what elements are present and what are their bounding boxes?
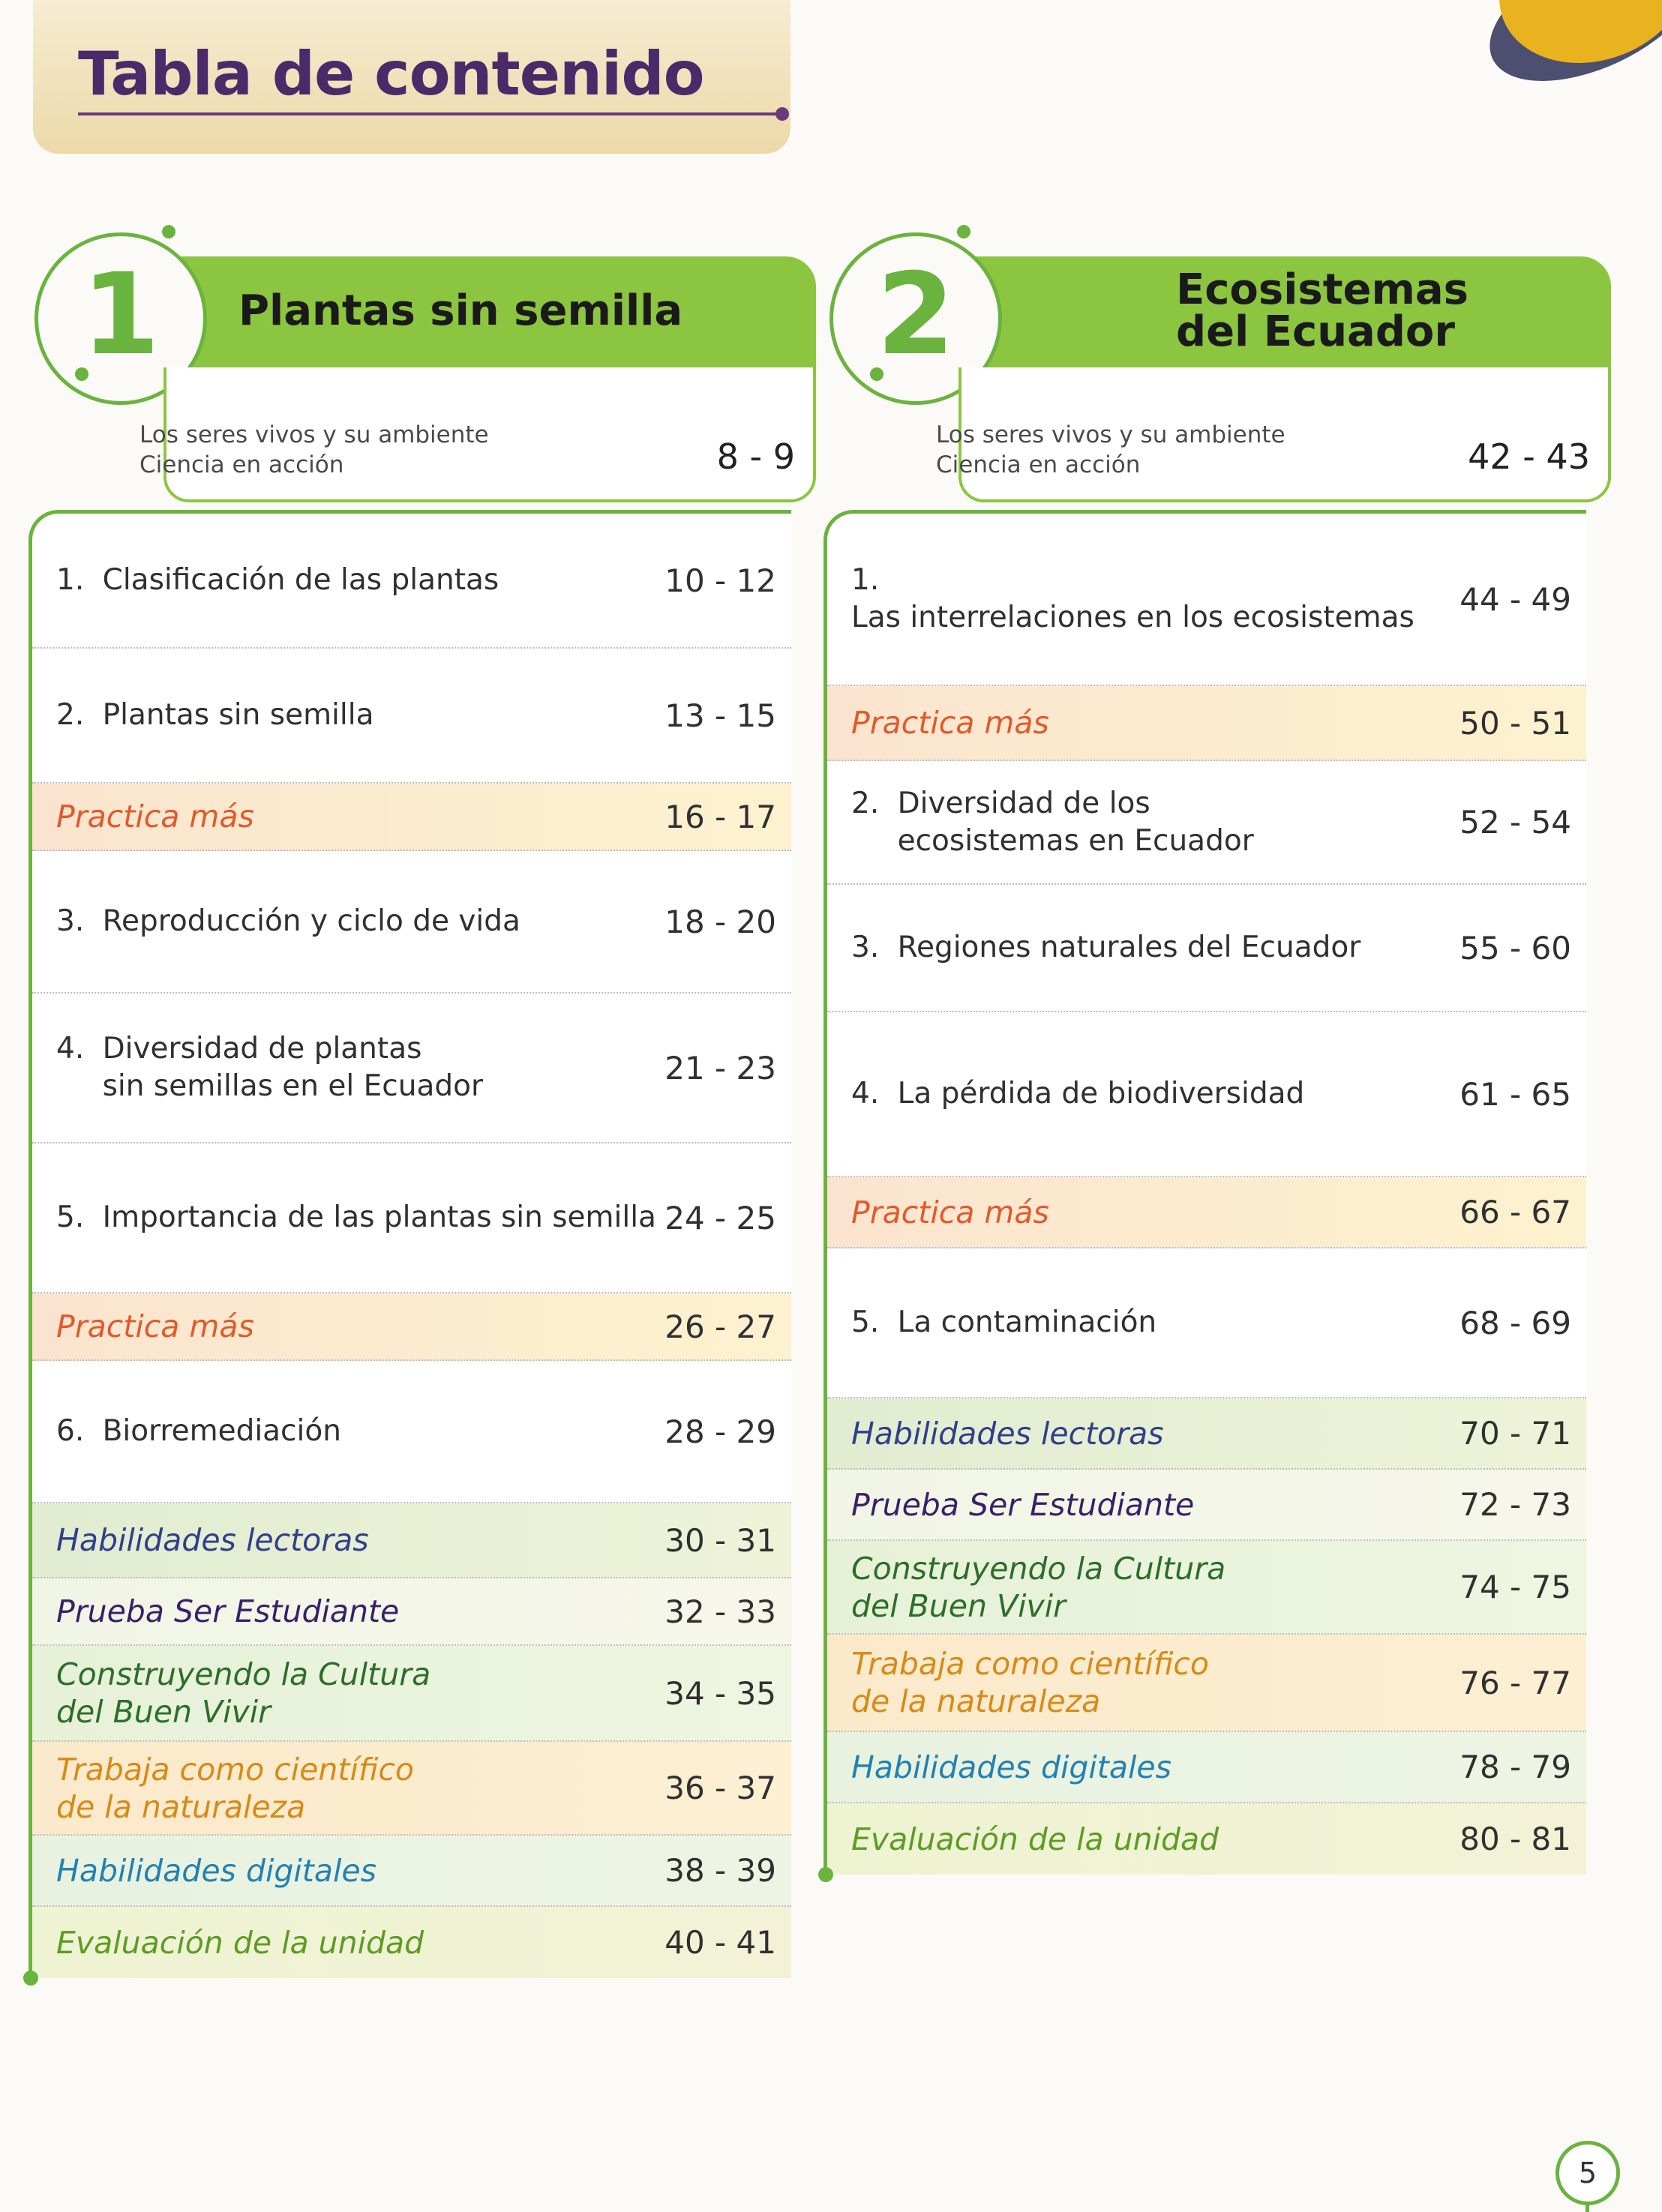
toc-entry-label: Habilidades lectoras xyxy=(851,1415,1164,1452)
toc-entry-number: 6. xyxy=(56,1414,94,1448)
toc-entry-pages: 52 - 54 xyxy=(1460,804,1571,841)
toc-entry-pages: 50 - 51 xyxy=(1460,704,1571,742)
toc-entry-number: 5. xyxy=(56,1200,94,1234)
toc-entry-text: Diversidad de plantas sin semillas en el Ecuador xyxy=(102,1032,483,1103)
toc-entry-text: La contaminación xyxy=(897,1305,1157,1339)
toc-entry-label: Construyendo la Cultura del Buen Vivir xyxy=(851,1550,1226,1624)
toc-entry-number: 3. xyxy=(851,931,889,964)
toc-entry-digitales[interactable] xyxy=(32,1836,791,1907)
unit-title: Ecosistemas del Ecuador xyxy=(1175,265,1468,356)
toc-entry-pages: 80 - 81 xyxy=(1460,1821,1571,1857)
title-underline xyxy=(78,112,783,115)
toc-entry-label xyxy=(851,929,1460,967)
toc-entry-evaluacion[interactable] xyxy=(32,1907,791,1978)
toc-entry-prueba[interactable] xyxy=(827,1470,1586,1541)
toc-entry-habilidades[interactable] xyxy=(827,1398,1586,1470)
intro-line-2: Ciencia en acción xyxy=(140,451,344,478)
intro-line-1: Los seres vivos y su ambiente xyxy=(936,421,1286,448)
toc-entry-label: Habilidades digitales xyxy=(56,1852,376,1889)
page-title: Tabla de contenido xyxy=(78,39,704,109)
toc-entry-label: Prueba Ser Estudiante xyxy=(56,1593,400,1629)
toc-entry-pages: 68 - 69 xyxy=(1460,1304,1571,1341)
toc-entry-pages: 38 - 39 xyxy=(664,1852,776,1889)
page-number-stem xyxy=(1586,2203,1589,2212)
header-banner xyxy=(33,0,790,154)
intro-pages: 42 - 43 xyxy=(1468,436,1590,477)
toc-entry-label: Prueba Ser Estudiante xyxy=(851,1486,1195,1523)
intro-line-2: Ciencia en acción xyxy=(936,451,1141,478)
toc-entry-cientifico[interactable] xyxy=(32,1742,791,1836)
intro-pages: 8 - 9 xyxy=(716,436,795,477)
toc-entry-label xyxy=(851,785,1460,860)
unit-number: 2 xyxy=(876,250,956,380)
toc-entry-pages: 32 - 33 xyxy=(664,1593,776,1630)
unit-circle-dot-top xyxy=(957,225,970,238)
toc-entry-label xyxy=(56,697,664,734)
toc-entry-lesson[interactable] xyxy=(827,1248,1586,1398)
toc-entry-label xyxy=(56,903,664,940)
toc-entry-label: Habilidades digitales xyxy=(851,1749,1172,1785)
list-end-dot xyxy=(818,1867,833,1882)
toc-entry-lesson[interactable] xyxy=(32,994,791,1143)
unit-circle-dot-top xyxy=(162,225,176,238)
toc-entry-pages: 36 - 37 xyxy=(664,1770,776,1806)
toc-entry-label: Trabaja como científico de la naturaleza xyxy=(56,1751,414,1825)
toc-entry-number: 1. xyxy=(851,563,880,597)
toc-entry-number: 2. xyxy=(851,786,889,820)
toc-entry-text: Plantas sin semilla xyxy=(102,698,374,732)
toc-entry-lesson[interactable] xyxy=(32,1143,791,1293)
toc-entry-label: Evaluación de la unidad xyxy=(56,1924,424,1961)
toc-entry-label xyxy=(56,562,664,599)
unit-intro-text xyxy=(936,420,1286,480)
toc-entry-pages: 30 - 31 xyxy=(664,1521,776,1559)
toc-entry-text: Diversidad de los ecosistemas en Ecuador xyxy=(897,786,1254,858)
toc-entry-pages: 74 - 75 xyxy=(1460,1569,1571,1605)
toc-entry-practica[interactable] xyxy=(32,784,791,851)
toc-entry-pages: 76 - 77 xyxy=(1460,1664,1571,1701)
toc-entry-label: Practica más xyxy=(851,1194,1049,1230)
toc-entry-cultura[interactable] xyxy=(827,1541,1586,1635)
intro-line-1: Los seres vivos y su ambiente xyxy=(140,421,489,448)
toc-entry-label xyxy=(851,562,1460,637)
toc-entry-pages: 72 - 73 xyxy=(1460,1486,1571,1523)
toc-entry-label: Habilidades lectoras xyxy=(56,1522,369,1558)
toc-entry-lesson[interactable] xyxy=(32,1361,791,1503)
toc-entry-label: Evaluación de la unidad xyxy=(851,1821,1220,1857)
toc-entry-label: Practica más xyxy=(56,1308,254,1344)
toc-entry-label: Practica más xyxy=(851,705,1049,741)
toc-entry-text: Regiones naturales del Ecuador xyxy=(897,931,1361,964)
toc-entry-pages: 44 - 49 xyxy=(1460,580,1571,618)
toc-entry-text: La pérdida de biodiversidad xyxy=(897,1077,1305,1110)
toc-entry-text: Clasificación de las plantas xyxy=(102,563,500,597)
toc-entry-number: 4. xyxy=(56,1032,94,1066)
toc-entry-lesson[interactable] xyxy=(32,649,791,784)
unit-intro-text xyxy=(140,420,489,480)
toc-entry-label xyxy=(851,1075,1460,1113)
toc-entry-cultura[interactable] xyxy=(32,1646,791,1742)
toc-entry-number: 4. xyxy=(851,1077,889,1110)
toc-entry-pages: 40 - 41 xyxy=(664,1924,776,1961)
toc-entry-lesson[interactable] xyxy=(32,514,791,649)
toc-entry-evaluacion[interactable] xyxy=(827,1803,1586,1875)
toc-entry-pages: 24 - 25 xyxy=(664,1199,776,1236)
toc-entry-pages: 21 - 23 xyxy=(664,1049,776,1087)
toc-entry-pages: 66 - 67 xyxy=(1460,1194,1571,1230)
toc-entry-label xyxy=(56,1030,664,1105)
unit-contents-list xyxy=(824,510,1586,1875)
toc-entry-pages: 16 - 17 xyxy=(664,798,776,835)
toc-entry-number: 3. xyxy=(56,904,94,938)
toc-entry-label xyxy=(56,1413,664,1450)
toc-entry-text: Reproducción y ciclo de vida xyxy=(102,904,520,938)
toc-entry-label: Practica más xyxy=(56,799,254,835)
toc-entry-number: 5. xyxy=(851,1305,889,1339)
list-end-dot xyxy=(23,1971,38,1986)
toc-entry-text: Importancia de las plantas sin semilla xyxy=(102,1200,656,1234)
toc-entry-pages: 18 - 20 xyxy=(664,903,776,940)
toc-entry-cientifico[interactable] xyxy=(827,1635,1586,1732)
unit-contents-list xyxy=(28,510,791,1978)
toc-entry-text: Biorremediación xyxy=(102,1414,341,1448)
toc-entry-lesson[interactable] xyxy=(827,761,1586,885)
toc-entry-pages: 70 - 71 xyxy=(1460,1415,1571,1452)
toc-entry-label: Trabaja como científico de la naturaleza xyxy=(851,1646,1209,1719)
page-number: 5 xyxy=(1556,2141,1620,2205)
toc-entry-pages: 10 - 12 xyxy=(664,562,776,599)
toc-entry-pages: 61 - 65 xyxy=(1460,1075,1571,1113)
toc-entry-pages: 13 - 15 xyxy=(664,697,776,734)
toc-entry-number: 1. xyxy=(56,563,94,597)
toc-entry-digitales[interactable] xyxy=(827,1732,1586,1803)
toc-entry-practica[interactable] xyxy=(827,1177,1586,1248)
toc-entry-pages: 34 - 35 xyxy=(664,1674,776,1712)
toc-entry-label xyxy=(56,1199,664,1236)
toc-entry-pages: 26 - 27 xyxy=(664,1308,776,1345)
toc-entry-practica[interactable] xyxy=(32,1293,791,1361)
toc-entry-pages: 28 - 29 xyxy=(664,1413,776,1450)
toc-entry-pages: 78 - 79 xyxy=(1460,1749,1571,1785)
toc-entry-prueba[interactable] xyxy=(32,1578,791,1646)
toc-entry-label: Construyendo la Cultura del Buen Vivir xyxy=(56,1656,431,1730)
unit-number: 1 xyxy=(81,250,160,380)
title-underline-dot xyxy=(776,107,789,121)
toc-entry-practica[interactable] xyxy=(827,686,1586,761)
toc-entry-label xyxy=(851,1304,1460,1341)
toc-entry-lesson[interactable] xyxy=(827,1012,1586,1177)
toc-entry-text: Las interrelaciones en los ecosistemas xyxy=(851,601,1414,634)
toc-entry-lesson[interactable] xyxy=(32,851,791,994)
toc-entry-lesson[interactable] xyxy=(827,885,1586,1012)
toc-entry-habilidades[interactable] xyxy=(32,1503,791,1578)
toc-entry-number: 2. xyxy=(56,698,94,732)
toc-entry-lesson[interactable] xyxy=(827,514,1586,686)
toc-entry-pages: 55 - 60 xyxy=(1460,929,1571,967)
unit-title: Plantas sin semilla xyxy=(238,286,683,335)
